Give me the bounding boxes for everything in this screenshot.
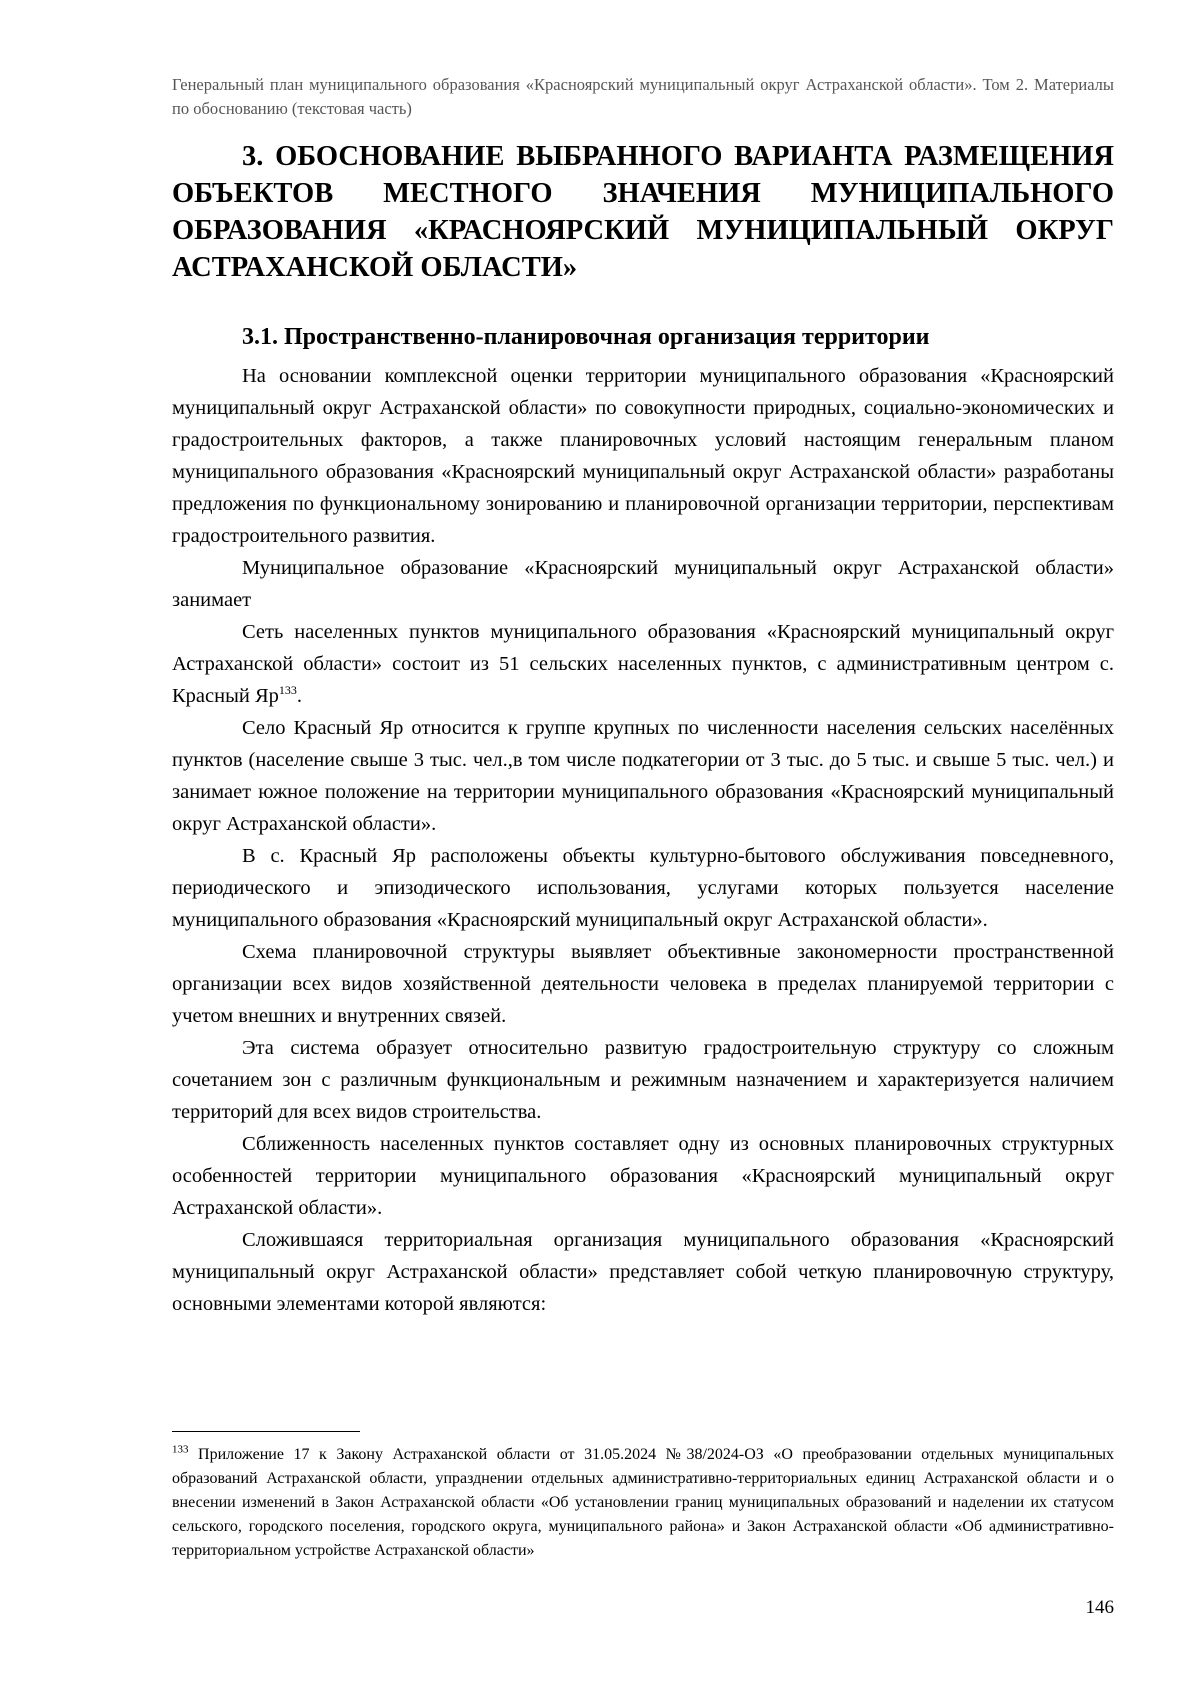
paragraph: Муниципальное образование «Красноярский муниципальный округ Астраханской области» занимает: [172, 557, 1114, 611]
paragraph: Схема планировочной структуры выявляет объективные закономерности пространственной организации всех видов хозяйственной деятельности человека в пределах планируемой территории с учетом внешних и внутренних связей.: [172, 941, 1114, 1027]
footnote: [172, 1443, 1114, 1563]
chapter-title: 3. ОБОСНОВАНИЕ ВЫБРАННОГО ВАРИАНТА РАЗМЕЩЕНИЯ ОБЪЕКТОВ МЕСТНОГО ЗНАЧЕНИЯ МУНИЦИПАЛЬНОГО ОБРАЗОВАНИЯ «КРАСНОЯРСКИЙ МУНИЦИПАЛЬНЫЙ ОКРУГ АСТРАХАНСКОЙ ОБЛАСТИ»: [172, 141, 1114, 283]
paragraph: Сложившаяся территориальная организация муниципального образования «Красноярский муниципальный округ Астраханской области» представляет собой четкую планировочную структуру, основными элементами которой являются:: [172, 1229, 1114, 1315]
paragraph: Эта система образует относительно развитую градостроительную структуру со сложным сочетанием зон с различным функциональным и режимным назначением и характеризуется наличием территорий для всех видов строительства.: [172, 1037, 1114, 1123]
footnote-reference[interactable]: 133: [278, 683, 297, 698]
section-title: 3.1. Пространственно-планировочная организация территории: [242, 324, 930, 350]
paragraph: В с. Красный Яр расположены объекты культурно-бытового обслуживания повседневного, периодического и эпизодического использования, услугами которых пользуется население муниципального образования «Красноярский муниципальный округ Астраханской области».: [172, 845, 1114, 931]
paragraph-end: .: [296, 685, 303, 707]
paragraph-settlements: [172, 616, 1114, 712]
body-text: [172, 360, 1114, 1320]
paragraph: Сближенность населенных пунктов составляет одну из основных планировочных структурных особенностей территории муниципального образования «Красноярский муниципальный округ Астраханской области».: [172, 1133, 1114, 1219]
paragraph: На основании комплексной оценки территории муниципального образования «Красноярский муниципальный округ Астраханской области» по совокупности природных, социально-экономических и градостроительных факторов, а также планировочных условий настоящим генеральным планом муниципального образования «Красноярский муниципальный округ Астраханской области» разработаны предложения по функциональному зонированию и планировочной организации территории, перспективам градостроительного развития.: [172, 365, 1114, 547]
paragraph-text: Сеть населенных пунктов муниципального образования «Красноярский муниципальный округ Астраханской области» состоит из 51 сельских населенных пунктов, с административным центром с. Красный Яр: [172, 621, 1114, 707]
page-number: 146: [1085, 1597, 1114, 1618]
paragraph: Село Красный Яр относится к группе крупных по численности населения сельских населённых пунктов (население свыше 3 тыс. чел.,в том числе подкатегории от 3 тыс. до 5 тыс. и свыше 5 тыс. чел.) и занимает южное положение на территории муниципального образования «Красноярский муниципальный округ Астраханской области».: [172, 717, 1114, 835]
footnote-marker: 133: [172, 1443, 189, 1456]
footnote-text: Приложение 17 к Закону Астраханской области от 31.05.2024 №38/2024-ОЗ «О преобразовании отдельных муниципальных образований Астраханской области, упразднении отдельных административно-территориальных единиц Астраханской области и о внесении изменений в Закон Астраханской области «Об установлении границ муниципальных образований и наделении их статусом сельского, городского поселения, городского округа, муниципального района» и Закон Астраханской области «Об административно-территориальном устройстве Астраханской области»: [172, 1446, 1114, 1559]
footnote-separator: [172, 1431, 360, 1432]
running-header: Генеральный план муниципального образования «Красноярский муниципальный округ Астраханской области». Том 2. Материалы по обоснованию (текстовая часть): [172, 75, 1114, 118]
